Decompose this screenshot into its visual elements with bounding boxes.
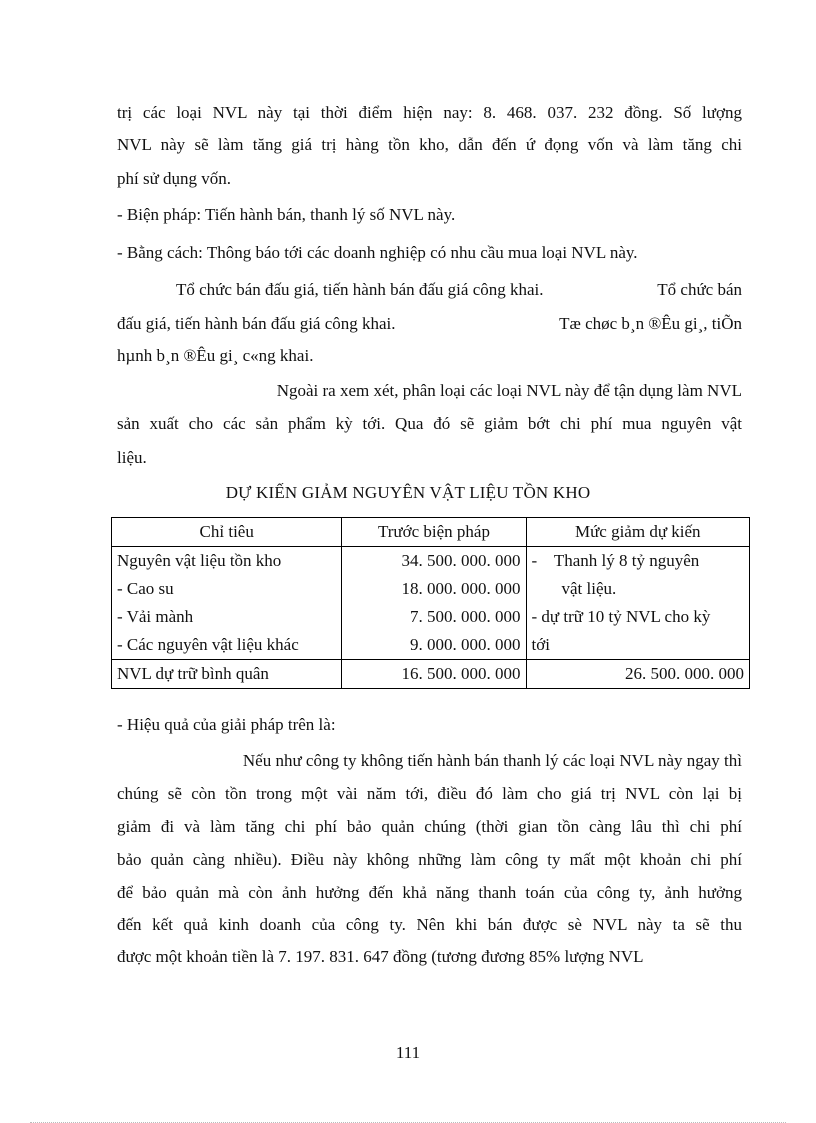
table-cell-text: 18. 000. 000. 000 xyxy=(401,579,521,598)
table-cell-text: 7. 500. 000. 000 xyxy=(410,607,521,626)
paragraph-line: Tổ chức bán đấu giá, tiến hành bán đấu giá công khai. xyxy=(176,280,544,299)
header-chi-tieu: Chỉ tiêu xyxy=(112,518,342,547)
table-header-row xyxy=(112,518,750,547)
paragraph-line: hµnh b¸n ®Êu gi¸ c«ng khai. xyxy=(117,346,314,365)
paragraph-line: Nếu như công ty không tiến hành bán thanh lý các loại NVL này ngay thì xyxy=(242,751,742,770)
paragraph-line: - Biện pháp: Tiến hành bán, thanh lý số NVL này. xyxy=(117,205,456,224)
table-cell-text: - Thanh lý 8 tỷ nguyên xyxy=(531,551,700,570)
paragraph-line: đấu giá, tiến hành bán đấu giá công khai. xyxy=(117,314,396,333)
paragraph-line: Tæ chøc b¸n ®Êu gi¸, tiÕn xyxy=(559,314,742,333)
paragraph-line: đến kết quả kinh doanh của công ty. Nên khi bán được sè NVL này ta sẽ thu xyxy=(117,915,742,934)
table-cell-text: - Các nguyên vật liệu khác xyxy=(117,635,299,654)
page-number: 111 xyxy=(395,1043,421,1062)
table-cell-text: NVL dự trữ bình quân xyxy=(112,660,342,689)
paragraph-line: sản xuất cho các sản phẩm kỳ tới. Qua đó sẽ giảm bớt chi phí mua nguyên vật xyxy=(117,414,742,433)
table-cell-text: - Vải mành xyxy=(117,607,194,626)
table-cell-text: 26. 500. 000. 000 xyxy=(526,660,749,689)
paragraph-line: chúng sẽ còn tồn trong một vài năm tới, điều đó làm cho giá trị NVL còn lại bị xyxy=(117,784,742,803)
table-cell-text: Nguyên vật liệu tồn kho xyxy=(117,551,282,570)
paragraph-line: - Bằng cách: Thông báo tới các doanh nghiệp có nhu cầu mua loại NVL này. xyxy=(117,243,638,262)
table-cell-text: 34. 500. 000. 000 xyxy=(401,551,521,570)
paragraph-line: Ngoài ra xem xét, phân loại các loại NVL này để tận dụng làm NVL xyxy=(276,381,742,400)
paragraph-line: NVL này sẽ làm tăng giá trị hàng tồn kho, dẫn đến ứ đọng vốn và làm tăng chi xyxy=(117,135,742,154)
paragraph-line: Tổ chức bán xyxy=(657,280,742,299)
table-cell-text: vật liệu. xyxy=(561,579,617,598)
paragraph-line: được một khoản tiền là 7. 197. 831. 647 đồng (tương đương 85% lượng NVL xyxy=(117,947,644,966)
table-cell-text: 9. 000. 000. 000 xyxy=(410,635,521,654)
header-truoc-bien-phap: Trước biện pháp xyxy=(342,518,526,547)
table-cell-text: - Cao su xyxy=(117,579,174,598)
table-cell-text: - dự trữ 10 tỷ NVL cho kỳ xyxy=(531,607,711,626)
table-cell-text: tới xyxy=(531,635,550,654)
paragraph-line: phí sử dụng vốn. xyxy=(117,169,232,188)
inventory-reduction-table xyxy=(111,517,750,689)
paragraph-line: - Hiệu quả của giải pháp trên là: xyxy=(117,715,336,734)
table-cell-text: 16. 500. 000. 000 xyxy=(342,660,526,689)
col-chi-tieu-cell xyxy=(112,547,342,660)
table-title: DỰ KIẾN GIẢM NGUYÊN VẬT LIỆU TỒN KHO xyxy=(225,483,591,502)
paragraph-line: để bảo quản mà còn ảnh hưởng đến khả năng thanh toán của công ty, ảnh hưởng xyxy=(117,883,742,902)
paragraph-line: giảm đi và làm tăng chi phí bảo quản chúng (thời gian tồn càng lâu thì chi phí xyxy=(117,817,742,836)
paragraph-line: bảo quản càng nhiều). Điều này không những làm công ty mất một khoản chi phí xyxy=(117,850,742,869)
table-row xyxy=(112,660,750,689)
col-muc-giam-cell xyxy=(526,547,749,660)
paragraph-line: liệu. xyxy=(117,448,147,467)
col-truoc-cell xyxy=(342,547,526,660)
paragraph-line: trị các loại NVL này tại thời điểm hiện nay: 8. 468. 037. 232 đồng. Số lượng xyxy=(117,103,742,122)
header-muc-giam: Mức giảm dự kiến xyxy=(526,518,749,547)
table-row xyxy=(112,547,750,660)
